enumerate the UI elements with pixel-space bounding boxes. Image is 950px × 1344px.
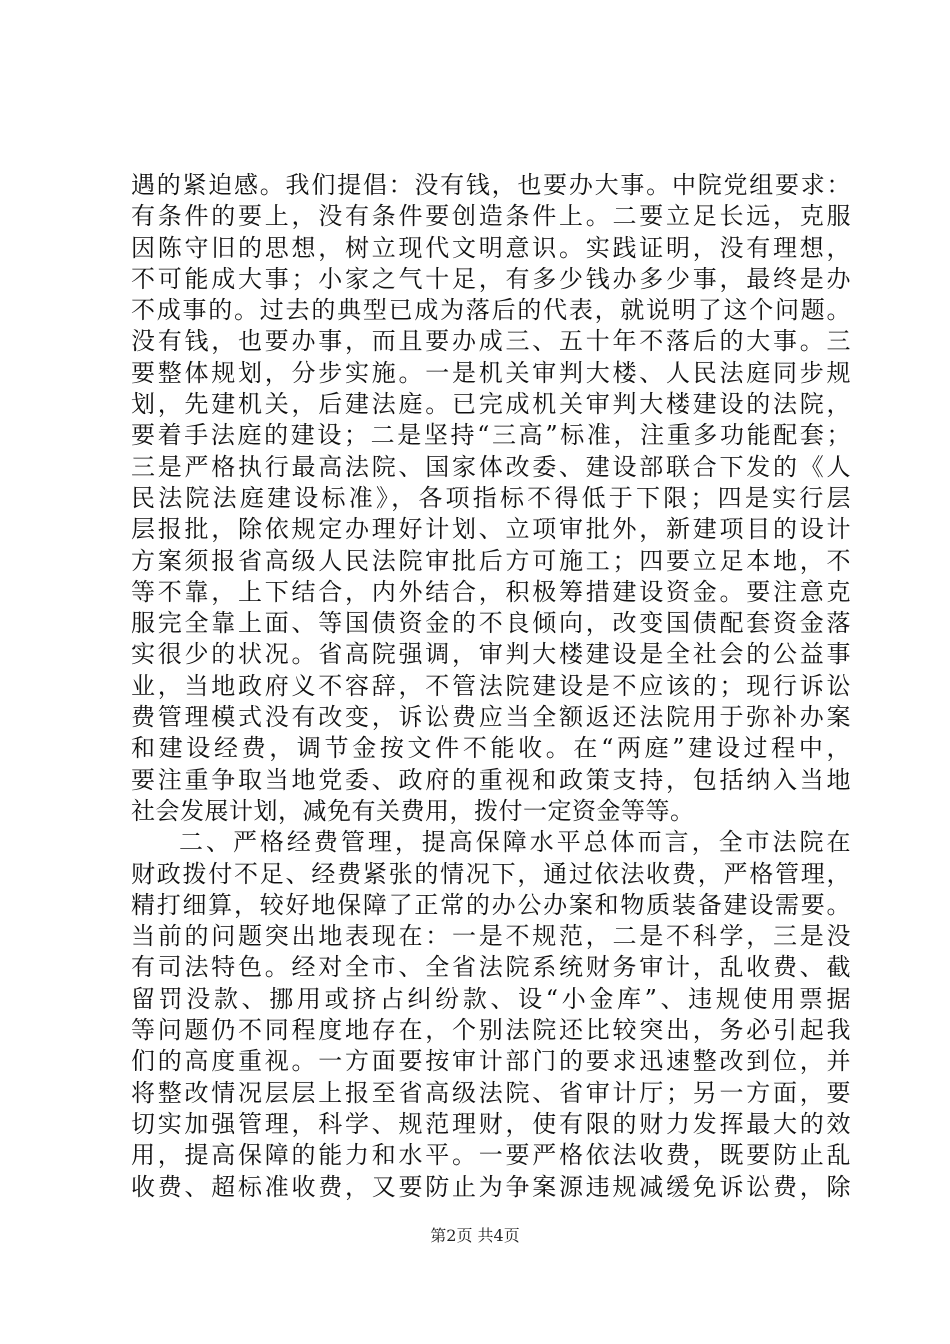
text-line: 费管理模式没有改变，诉讼费应当全额返还法院用于弥补办案 xyxy=(131,703,851,732)
page-footer xyxy=(0,1226,950,1246)
text-line: 等不靠，上下结合，内外结合，积极筹措建设资金。要注意克 xyxy=(131,577,851,606)
text-line: 因陈守旧的思想，树立现代文明意识。实践证明，没有理想， xyxy=(131,233,851,262)
text-line: 要注重争取当地党委、政府的重视和政策支持，包括纳入当地 xyxy=(131,765,851,794)
text-line: 服完全靠上面、等国债资金的不良倾向，改变国债配套资金落 xyxy=(131,609,851,638)
text-line: 有条件的要上，没有条件要创造条件上。二要立足长远，克服 xyxy=(131,202,851,231)
document-body xyxy=(131,170,851,1203)
text-line: 方案须报省高级人民法院审批后方可施工；四要立足本地，不 xyxy=(131,546,851,575)
text-line: 当前的问题突出地表现在：一是不规范，二是不科学，三是没 xyxy=(131,922,851,951)
text-line: 要整体规划，分步实施。一是机关审判大楼、人民法庭同步规 xyxy=(131,358,851,387)
text-line: 没有钱，也要办事，而且要办成三、五十年不落后的大事。三 xyxy=(131,327,851,356)
text-line: 民法院法庭建设标准》，各项指标不得低于下限；四是实行层 xyxy=(131,483,851,512)
text-line: 收费、超标准收费，又要防止为争案源违规减缓免诉讼费，除 xyxy=(131,1172,851,1201)
text-line: 用，提高保障的能力和水平。一要严格依法收费，既要防止乱 xyxy=(131,1141,851,1170)
text-line: 要着手法庭的建设；二是坚持“三高”标准，注重多功能配套； xyxy=(131,421,851,450)
page-indicator: 第2页 共4页 xyxy=(430,1226,520,1245)
text-line: 业，当地政府义不容辞，不管法院建设是不应该的；现行诉讼 xyxy=(131,671,851,700)
text-line: 层报批，除依规定办理好计划、立项审批外，新建项目的设计 xyxy=(131,515,851,544)
paragraph-last-line: 社会发展计划，减免有关费用，拨付一定资金等等。 xyxy=(131,796,695,825)
paragraph-first-line: 二、严格经费管理，提高保障水平总体而言，全市法院在 xyxy=(179,828,851,857)
text-line: 精打细算，较好地保障了正常的办公办案和物质装备建设需要。 xyxy=(131,890,851,919)
text-line: 等问题仍不同程度地存在，个别法院还比较突出，务必引起我 xyxy=(131,1016,851,1045)
text-line: 财政拨付不足、经费紧张的情况下，通过依法收费，严格管理， xyxy=(131,859,851,888)
text-line: 不可能成大事；小家之气十足，有多少钱办多少事，最终是办 xyxy=(131,264,851,293)
text-line: 三是严格执行最高法院、国家体改委、建设部联合下发的《人 xyxy=(131,452,851,481)
text-line: 划，先建机关，后建法庭。已完成机关审判大楼建设的法院， xyxy=(131,390,851,419)
text-line: 不成事的。过去的典型已成为落后的代表，就说明了这个问题。 xyxy=(131,296,851,325)
text-line: 切实加强管理，科学、规范理财，使有限的财力发挥最大的效 xyxy=(131,1109,851,1138)
text-line: 将整改情况层层上报至省高级法院、省审计厅；另一方面，要 xyxy=(131,1078,851,1107)
text-line: 遇的紧迫感。我们提倡：没有钱，也要办大事。中院党组要求： xyxy=(131,171,851,199)
text-line: 留罚没款、挪用或挤占纠纷款、设“小金库”、违规使用票据 xyxy=(131,984,851,1013)
text-line: 和建设经费，调节金按文件不能收。在“两庭”建设过程中， xyxy=(131,734,851,763)
text-line: 实很少的状况。省高院强调，审判大楼建设是全社会的公益事 xyxy=(131,640,851,669)
text-line: 们的高度重视。一方面要按审计部门的要求迅速整改到位，并 xyxy=(131,1047,851,1076)
text-line: 有司法特色。经对全市、全省法院系统财务审计，乱收费、截 xyxy=(131,953,851,982)
